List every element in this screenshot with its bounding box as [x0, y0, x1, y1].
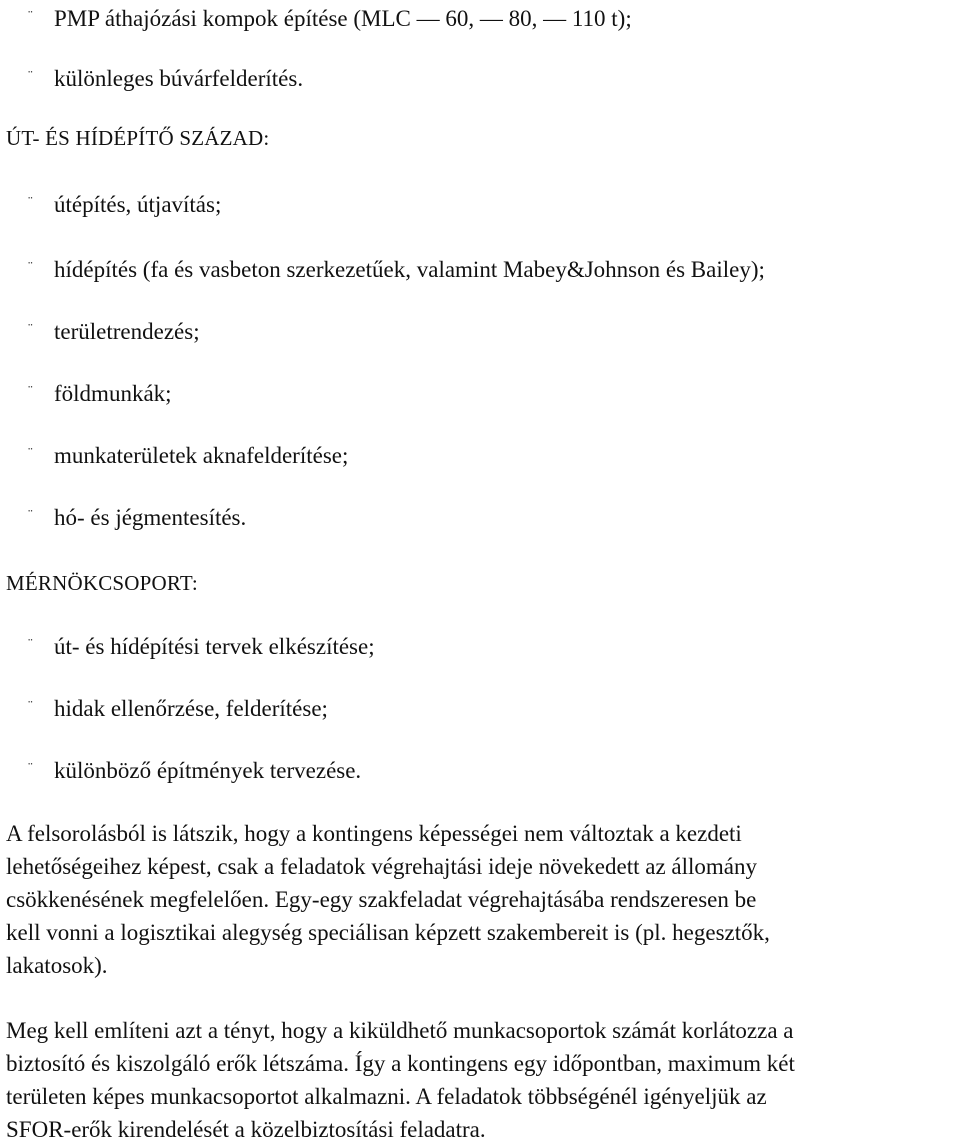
list-item-text: hídépítés (fa és vasbeton szerkezetűek, valamint Mabey&Johnson és Bailey);: [54, 257, 765, 282]
paragraph-line: biztosító és kiszolgáló erők létszáma. Így a kontingens egy időpontban, maximum két: [6, 1051, 795, 1076]
list-item-text: különböző építmények tervezése.: [54, 758, 362, 783]
paragraph-line: Meg kell említeni azt a tényt, hogy a kiküldhető munkacsoportok számát korlátozza a: [6, 1018, 794, 1043]
list-item-text: különleges búvárfelderítés.: [54, 66, 304, 91]
list-item: [28, 692, 328, 724]
list-item-text: út- és hídépítési tervek elkészítése;: [54, 634, 375, 659]
section-heading-engineer-group: MÉRNÖKCSOPORT:: [6, 571, 198, 595]
list-item-text: hó- és jégmentesítés.: [54, 505, 247, 530]
list-item: [28, 253, 765, 285]
list-item: [28, 315, 200, 347]
bullet-marker: ¨: [28, 9, 33, 24]
paragraph-line: területen képes munkacsoportot alkalmazni. A feladatok többségénél igényeljük az: [6, 1084, 767, 1109]
list-item-text: útépítés, útjavítás;: [54, 192, 222, 217]
list-item-text: PMP áthajózási kompok építése (MLC — 60, — 80, — 110 t);: [54, 6, 632, 31]
list-item-text: földmunkák;: [54, 381, 172, 406]
bullet-marker: ¨: [28, 384, 33, 399]
list-item: [28, 188, 221, 220]
list-item: [28, 630, 375, 662]
list-item-text: területrendezés;: [54, 319, 200, 344]
bullet-marker: ¨: [28, 69, 33, 84]
paragraph-line: csökkenésének megfelelően. Egy-egy szakfeladat végrehajtásába rendszeresen be: [6, 887, 757, 912]
bullet-marker: ¨: [28, 637, 33, 652]
body-paragraph: [6, 1014, 956, 1146]
body-paragraph: [6, 817, 956, 982]
list-item: [28, 62, 303, 94]
section-heading-road-bridge-company: ÚT- ÉS HÍDÉPÍTŐ SZÁZAD:: [6, 126, 270, 150]
list-item: [28, 439, 348, 471]
bullet-marker: ¨: [28, 195, 33, 210]
bullet-marker: ¨: [28, 699, 33, 714]
list-item: [28, 2, 632, 34]
bullet-marker: ¨: [28, 322, 33, 337]
list-item: [28, 754, 361, 786]
paragraph-line: lehetőségeihez képest, csak a feladatok végrehajtási ideje növekedett az állomány: [6, 854, 757, 879]
bullet-marker: ¨: [28, 761, 33, 776]
bullet-marker: ¨: [28, 446, 33, 461]
bullet-marker: ¨: [28, 260, 33, 275]
list-item-text: munkaterületek aknafelderítése;: [54, 443, 349, 468]
list-item: [28, 377, 172, 409]
bullet-marker: ¨: [28, 508, 33, 523]
paragraph-line: A felsorolásból is látszik, hogy a kontingens képességei nem változtak a kezdeti: [6, 821, 742, 846]
paragraph-line: lakatosok).: [6, 953, 108, 978]
list-item-text: hidak ellenőrzése, felderítése;: [54, 696, 328, 721]
paragraph-line: SFOR-erők kirendelését a közelbiztosítási feladatra.: [6, 1117, 486, 1142]
list-item: [28, 501, 246, 533]
paragraph-line: kell vonni a logisztikai alegység speciálisan képzett szakembereit is (pl. hegesztők,: [6, 920, 770, 945]
